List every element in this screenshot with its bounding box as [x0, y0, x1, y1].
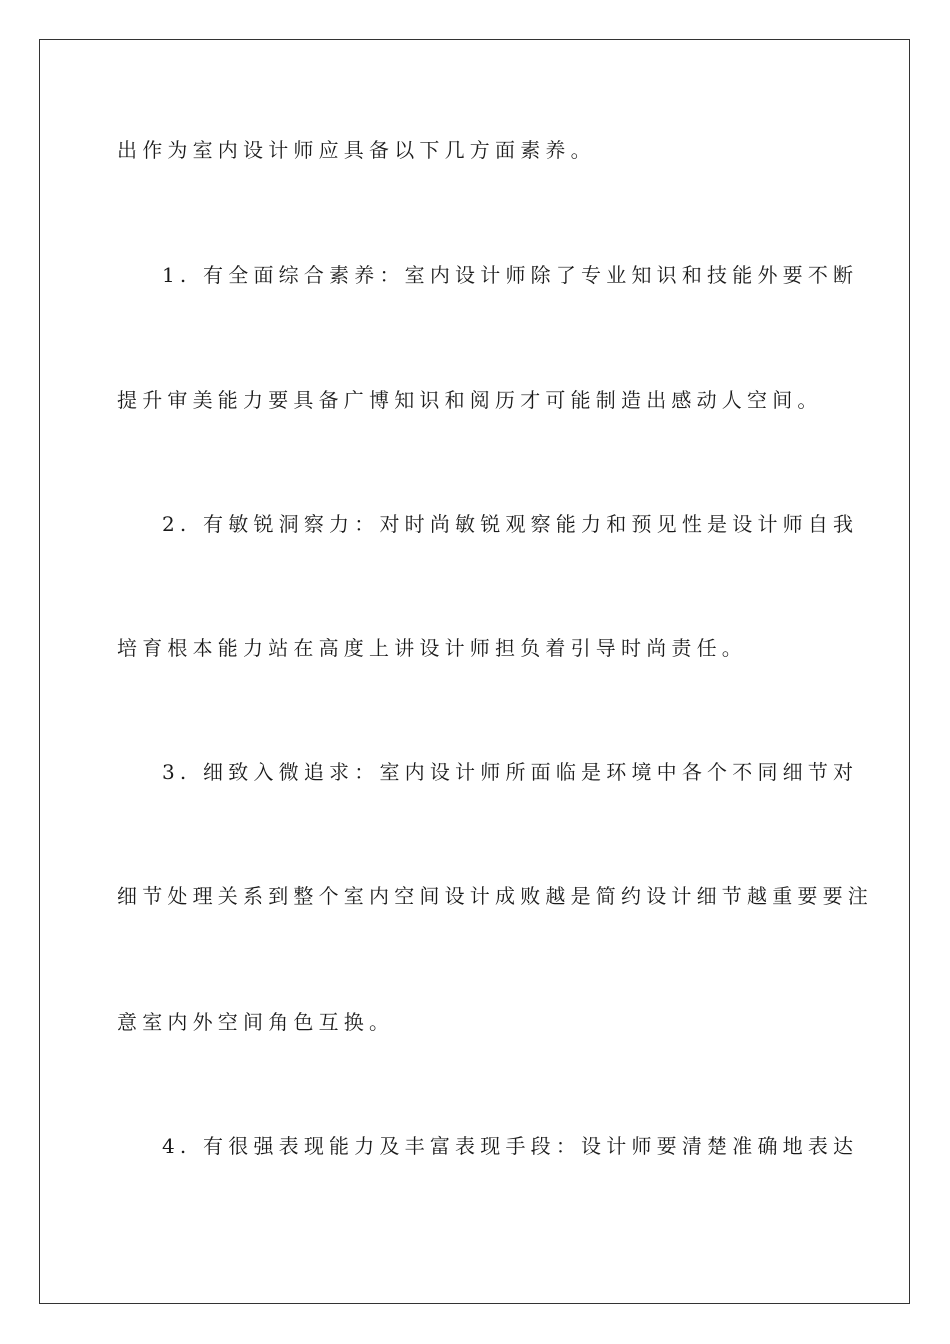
text-line-item-4-start: 4. 有很强表现能力及丰富表现手段：设计师要清楚准确地表达 — [162, 1134, 859, 1158]
text-line-item-3-start: 3. 细致入微追求：室内设计师所面临是环境中各个不同细节对 — [162, 760, 859, 784]
text-line-item-2-end: 培育根本能力站在高度上讲设计师担负着引导时尚责任。 — [117, 636, 747, 660]
text-line-item-1-start: 1. 有全面综合素养：室内设计师除了专业知识和技能外要不断 — [162, 263, 859, 287]
text-line-item-3-end: 意室内外空间角色互换。 — [117, 1010, 395, 1034]
text-line-item-2-start: 2. 有敏锐洞察力：对时尚敏锐观察能力和预见性是设计师自我 — [162, 512, 859, 536]
text-line-intro-end: 出作为室内设计师应具备以下几方面素养。 — [117, 138, 596, 162]
text-line-item-3-middle: 细节处理关系到整个室内空间设计成败越是简约设计细节越重要要注 — [117, 884, 873, 908]
text-line-item-1-end: 提升审美能力要具备广博知识和阅历才可能制造出感动人空间。 — [117, 388, 823, 412]
page-border — [39, 39, 910, 1304]
